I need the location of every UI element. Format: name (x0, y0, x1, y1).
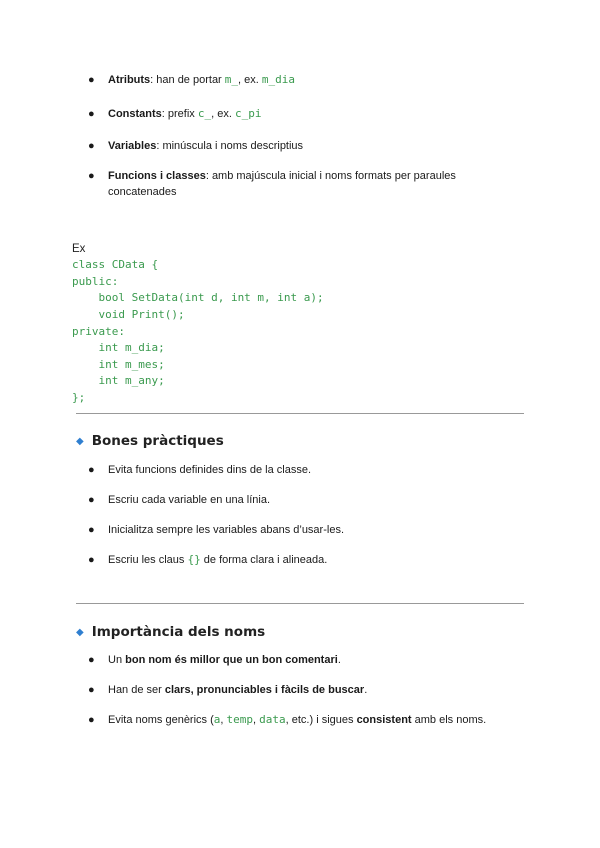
code-line: private: (72, 324, 125, 338)
text: , ex. (211, 108, 235, 120)
text: Evita funcions definides dins de la classe. (108, 464, 312, 476)
code-line: int m_mes; (72, 357, 165, 371)
text: , (253, 714, 260, 726)
code-line: bool SetData(int d, int m, int a); (72, 291, 324, 305)
list-item (88, 522, 508, 538)
code-example (72, 224, 324, 423)
importancia-noms-list (88, 652, 508, 728)
divider (76, 413, 524, 414)
bullet-icon: ● (88, 714, 95, 726)
list-item (88, 712, 508, 728)
heading-text: Importància dels noms (91, 624, 266, 640)
list-item (88, 682, 508, 698)
text: de forma clara i alineada. (200, 554, 328, 566)
text: Escriu cada variable en una línia. (108, 494, 271, 506)
list-item (88, 552, 508, 568)
bold-text: consistent (356, 714, 412, 726)
code-snippet: temp (226, 713, 254, 726)
code-line: }; (72, 390, 86, 404)
bullet-icon: ● (88, 140, 95, 152)
text: , (220, 714, 227, 726)
example-label: Ex (72, 242, 86, 255)
text: Evita noms genèrics ( (108, 714, 214, 726)
text: amb els noms. (411, 714, 487, 726)
list-item-constants (88, 106, 508, 122)
code-line: int m_dia; (72, 341, 165, 355)
bullet-icon: ● (88, 684, 95, 696)
term: Atributs (108, 74, 151, 86)
text: , etc.) i sigues (285, 714, 357, 726)
term: Funcions i classes (108, 170, 206, 182)
bold-text: clars, pronunciables i fàcils de buscar (164, 684, 365, 696)
text: , ex. (238, 74, 262, 86)
blue-diamond-icon: ◆ (76, 436, 84, 447)
naming-conventions-list (88, 72, 508, 200)
code-snippet: c_pi (234, 107, 262, 120)
section-heading-importancia-noms (76, 624, 265, 640)
text: . (364, 684, 368, 696)
code-line: class CData { (72, 258, 159, 272)
heading-text: Bones pràctiques (91, 433, 224, 449)
text: : amb majúscula inicial i noms formats per paraules concatenades (108, 170, 456, 198)
text: Han de ser (108, 684, 165, 696)
text: : han de portar (150, 74, 225, 86)
term: Constants (108, 108, 162, 120)
code-snippet: data (259, 713, 286, 726)
code-snippet: m_dia (261, 73, 295, 86)
list-item-funcions (88, 168, 508, 200)
list-item (88, 652, 508, 668)
code-line: void Print(); (72, 307, 185, 321)
bullet-icon: ● (88, 74, 95, 86)
bullet-icon: ● (88, 108, 95, 120)
divider (76, 603, 524, 604)
text: . (337, 654, 341, 666)
bold-text: bon nom és millor que un bon comentari (125, 654, 338, 666)
bullet-icon: ● (88, 464, 95, 476)
text: Escriu les claus (108, 554, 188, 566)
bullet-icon: ● (88, 170, 95, 182)
blue-diamond-icon: ◆ (76, 627, 84, 638)
code-snippet: m_ (224, 73, 239, 86)
list-item (88, 492, 508, 508)
code-snippet: c_ (197, 107, 212, 120)
term: Variables (108, 140, 157, 152)
bones-practiques-list (88, 462, 508, 568)
list-item (88, 462, 508, 478)
bullet-icon: ● (88, 654, 95, 666)
text: Un (108, 654, 126, 666)
text: : minúscula i noms descriptius (156, 140, 304, 152)
list-item-atributs (88, 72, 508, 88)
code-line: int m_any; (72, 374, 165, 388)
text: : prefix (161, 108, 198, 120)
bullet-icon: ● (88, 494, 95, 506)
code-snippet: a (213, 713, 221, 726)
section-heading-bones-practiques (76, 433, 224, 449)
list-item-variables (88, 138, 508, 154)
code-snippet: {} (187, 553, 201, 566)
bullet-icon: ● (88, 554, 95, 566)
bullet-icon: ● (88, 524, 95, 536)
text: Inicialitza sempre les variables abans d’usar-les. (108, 524, 344, 536)
code-line: public: (72, 274, 119, 288)
